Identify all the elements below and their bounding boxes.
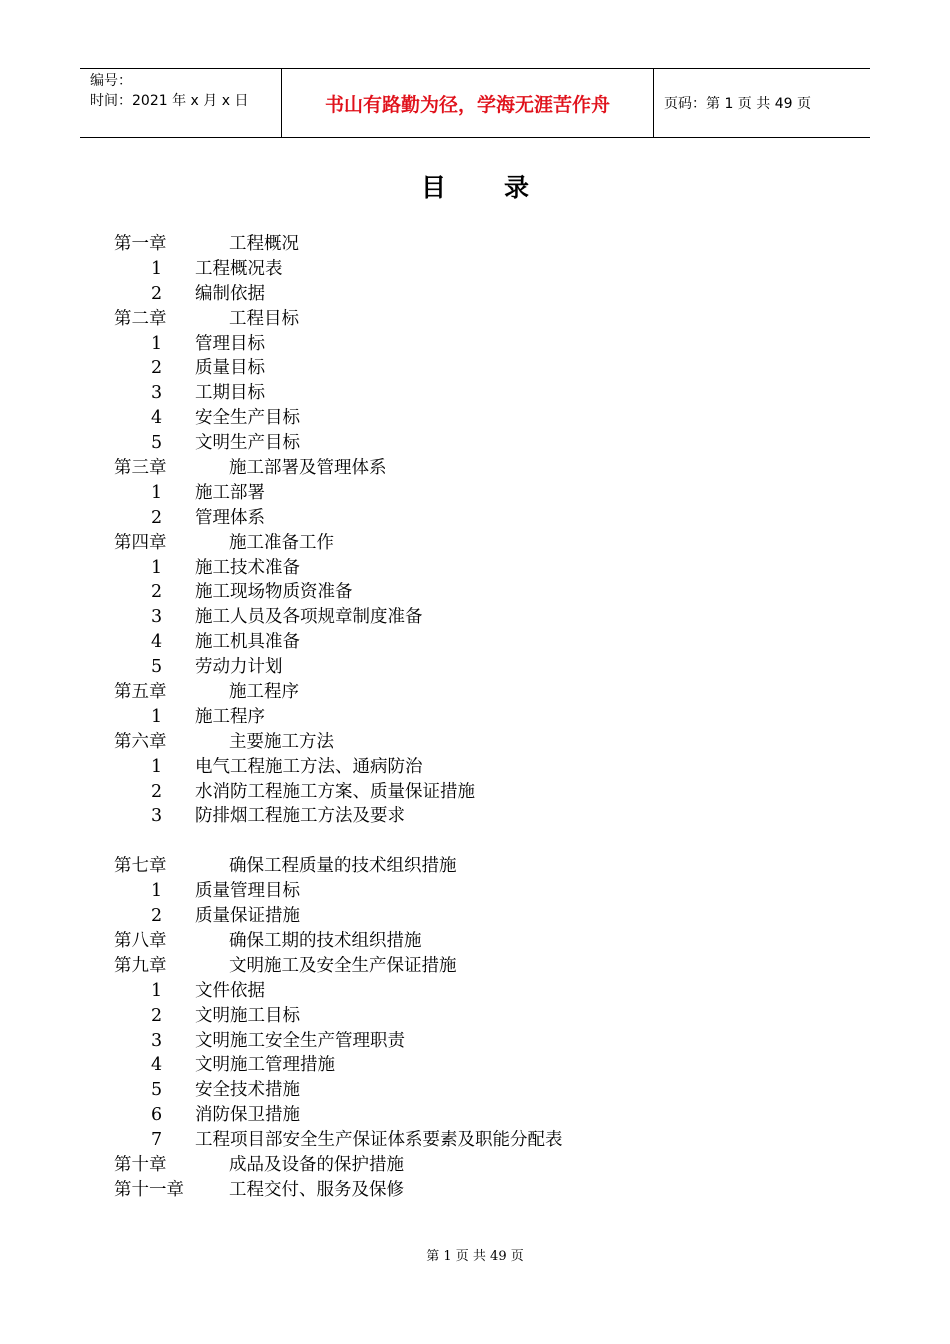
toc-section-row: [0, 1029, 950, 1054]
section-title: 水消防工程施工方案、质量保证措施: [195, 781, 475, 802]
chapter-title: 施工准备工作: [229, 532, 334, 553]
toc-chapter-row: [0, 730, 950, 755]
section-title: 施工人员及各项规章制度准备: [195, 607, 423, 628]
section-number: 2: [151, 1005, 163, 1026]
toc-section-row: [0, 879, 950, 904]
toc-chapter-row: [0, 307, 950, 332]
section-number: 5: [151, 657, 163, 678]
toc-section-row: [0, 705, 950, 730]
chapter-number: 第十一章: [114, 1179, 184, 1200]
section-title: 工程概况表: [195, 258, 283, 279]
section-title: 劳动力计划: [195, 657, 283, 678]
section-number: 3: [151, 806, 163, 827]
chapter-number: 第十章: [114, 1154, 167, 1175]
section-title: 文件依据: [195, 980, 265, 1001]
chapter-number: 第一章: [114, 234, 167, 254]
section-title: 文明施工安全生产管理职责: [195, 1030, 405, 1051]
section-title: 编制依据: [195, 283, 265, 304]
toc-section-row: [0, 904, 950, 929]
section-number: 2: [151, 358, 163, 379]
section-number: 3: [151, 1030, 163, 1051]
toc-section-row: [0, 605, 950, 630]
section-title: 施工机具准备: [195, 632, 300, 653]
toc-chapter-row: [0, 929, 950, 954]
toc-section-row: [0, 630, 950, 655]
section-number: 1: [151, 706, 163, 727]
title-part-2: 录: [504, 173, 530, 202]
title-part-1: 目: [420, 173, 446, 202]
section-title: 管理体系: [195, 507, 265, 528]
page-footer: [0, 1245, 950, 1264]
toc-section-row: [0, 979, 950, 1004]
toc-section-row: [0, 332, 950, 357]
chapter-title: 文明施工及安全生产保证措施: [229, 955, 457, 976]
section-number: 5: [151, 433, 163, 454]
toc-chapter-row: [0, 1153, 950, 1178]
toc-section-row: [0, 1103, 950, 1128]
toc-section-row: [0, 780, 950, 805]
section-number: 5: [151, 1080, 163, 1101]
section-title: 消防保卫措施: [195, 1105, 300, 1126]
section-title: 防排烟工程施工方法及要求: [195, 806, 405, 827]
toc-chapter-row: [0, 680, 950, 705]
chapter-title: 主要施工方法: [229, 731, 334, 752]
chapter-title: 工程交付、服务及保修: [229, 1179, 404, 1200]
toc-section-row: [0, 406, 950, 431]
chapter-title: 工程目标: [229, 308, 299, 329]
section-title: 管理目标: [195, 333, 265, 354]
section-title: 施工技术准备: [195, 557, 300, 578]
section-title: 施工部署: [195, 482, 265, 503]
toc-section-row: [0, 356, 950, 381]
toc-section-row: [0, 580, 950, 605]
page-title: [0, 168, 950, 204]
chapter-title: 成品及设备的保护措施: [229, 1154, 404, 1175]
section-number: 2: [151, 906, 163, 927]
toc-chapter-row: [0, 531, 950, 556]
number-label: 编号：: [90, 73, 132, 89]
toc-section-row: [0, 506, 950, 531]
toc-section-row: [0, 1004, 950, 1029]
chapter-number: 第二章: [114, 308, 167, 329]
chapter-title: 工程概况: [229, 234, 299, 254]
section-number: 3: [151, 383, 163, 404]
header-motto-cell: [282, 69, 654, 137]
toc-chapter-row: [0, 1178, 950, 1203]
section-number: 4: [151, 408, 163, 429]
section-title: 质量目标: [195, 358, 265, 379]
section-number: 1: [151, 756, 163, 777]
toc-section-row: [0, 257, 950, 282]
header-left-cell: [80, 69, 282, 137]
section-title: 文明施工管理措施: [195, 1055, 335, 1076]
toc-section-row: [0, 1053, 950, 1078]
section-title: 施工程序: [195, 706, 265, 727]
section-number: 6: [151, 1105, 163, 1126]
chapter-title: 确保工期的技术组织措施: [229, 930, 422, 951]
section-title: 质量管理目标: [195, 881, 300, 902]
toc-section-row: [0, 804, 950, 829]
chapter-title: 施工程序: [229, 682, 299, 703]
toc-section-row: [0, 282, 950, 307]
toc-section-row: [0, 755, 950, 780]
section-title: 安全生产目标: [195, 408, 300, 429]
footer-page-text: 第 1 页 共 49 页: [426, 1249, 524, 1264]
chapter-number: 第五章: [114, 682, 167, 703]
chapter-title: 确保工程质量的技术组织措施: [229, 856, 457, 877]
motto-text: 书山有路勤为径，学海无涯苦作舟: [324, 93, 610, 116]
section-title: 文明施工目标: [195, 1005, 300, 1026]
chapter-number: 第四章: [114, 532, 167, 553]
toc-section-row: [0, 1128, 950, 1153]
toc-section-row: [0, 1078, 950, 1103]
chapter-number: 第八章: [114, 930, 167, 951]
toc-spacer: [0, 829, 950, 854]
section-title: 工程项目部安全生产保证体系要素及职能分配表: [195, 1130, 563, 1151]
page-info: 页码：第 1 页 共 49 页: [664, 96, 811, 112]
section-number: 1: [151, 557, 163, 578]
section-number: 1: [151, 881, 163, 902]
section-number: 4: [151, 1055, 163, 1076]
section-number: 1: [151, 333, 163, 354]
chapter-number: 第三章: [114, 458, 167, 479]
toc-chapter-row: [0, 456, 950, 481]
section-number: 1: [151, 482, 163, 503]
header-page-cell: [654, 69, 870, 137]
toc-chapter-row: [0, 854, 950, 879]
section-number: 2: [151, 582, 163, 603]
section-number: 2: [151, 781, 163, 802]
section-number: 2: [151, 507, 163, 528]
section-title: 施工现场物质资准备: [195, 582, 353, 603]
toc-section-row: [0, 381, 950, 406]
header-table: [80, 68, 870, 138]
toc-section-row: [0, 556, 950, 581]
section-title: 质量保证措施: [195, 906, 300, 927]
section-title: 工期目标: [195, 383, 265, 404]
section-number: 4: [151, 632, 163, 653]
toc-section-row: [0, 655, 950, 680]
section-title: 电气工程施工方法、通病防治: [195, 756, 423, 777]
section-number: 2: [151, 283, 163, 304]
time-label: 时间：2021 年 x 月 x 日: [90, 93, 249, 109]
section-number: 1: [151, 258, 163, 279]
chapter-number: 第七章: [114, 856, 167, 877]
chapter-title: 施工部署及管理体系: [229, 458, 387, 479]
section-number: 3: [151, 607, 163, 628]
toc-section-row: [0, 481, 950, 506]
toc-chapter-row: [0, 954, 950, 979]
table-of-contents: [0, 232, 950, 1203]
section-title: 安全技术措施: [195, 1080, 300, 1101]
section-number: 1: [151, 980, 163, 1001]
chapter-number: 第六章: [114, 731, 167, 752]
chapter-number: 第九章: [114, 955, 167, 976]
section-number: 7: [151, 1130, 163, 1151]
toc-section-row: [0, 431, 950, 456]
toc-chapter-row: [0, 232, 950, 257]
section-title: 文明生产目标: [195, 433, 300, 454]
